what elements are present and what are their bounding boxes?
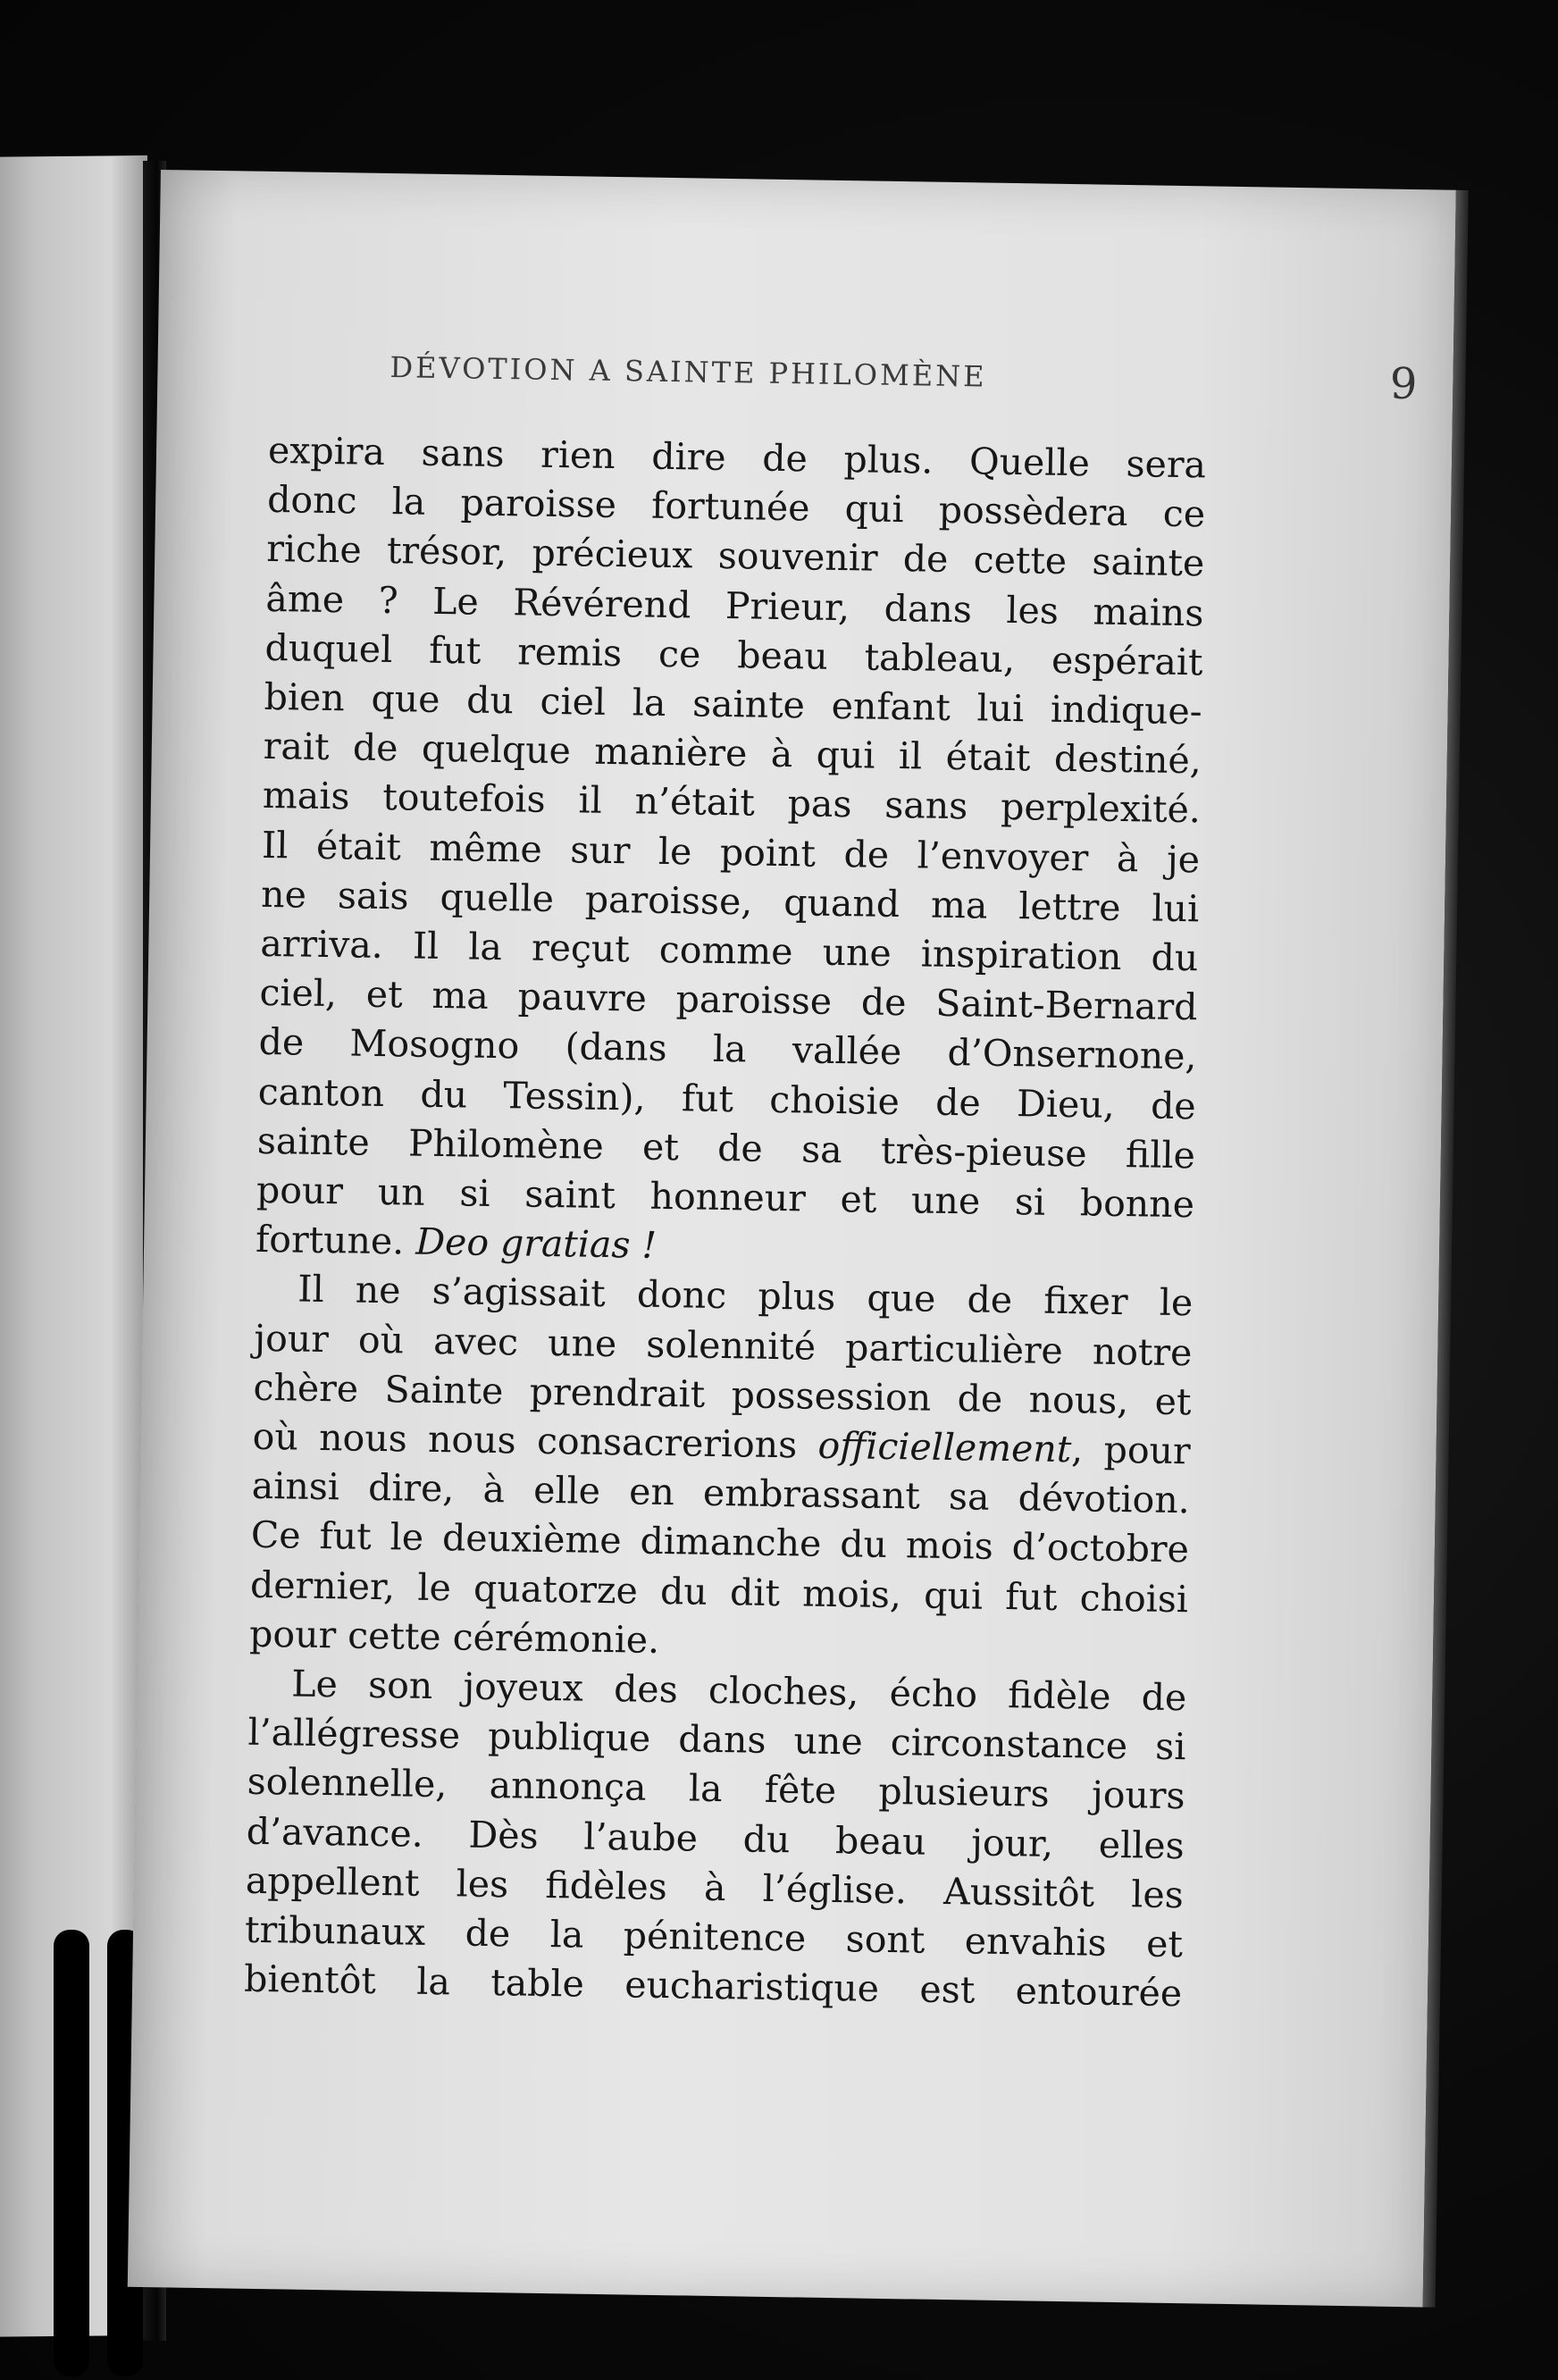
italic-phrase: officiellement (817, 1423, 1072, 1471)
text-line: l’allégresse publique dans une circonstance si (247, 1711, 1186, 1769)
paragraph-1 (255, 426, 1207, 1279)
text-line: duquel fut remis ce beau tableau, espérait (264, 625, 1203, 684)
text-line: Le son joyeux des cloches, écho fidèle de (291, 1662, 1187, 1720)
text-line: riche trésor, précieux souvenir de cette sainte (265, 527, 1205, 585)
text-line: bien que du ciel la sainte enfant lui indique- (264, 675, 1202, 733)
text-line: mais toutefois il n’était pas sans perplexité. (262, 774, 1202, 832)
page-number: 9 (1389, 358, 1418, 410)
paragraph-3 (244, 1659, 1187, 2019)
text-line: donc la paroisse fortunée qui possèdera ce (266, 478, 1206, 536)
text-line: arriva. Il la reçut comme une inspiration du (260, 921, 1199, 980)
text-line: ainsi dire, à elle en embrassant sa dévotion. (251, 1464, 1191, 1522)
book-page (128, 170, 1456, 2307)
text-line: solennelle, annonça la fête plusieurs jours (247, 1760, 1185, 1818)
text-line: expira sans rien dire de plus. Quelle sera (267, 428, 1207, 487)
text-line: canton du Tessin), fut choisie de Dieu, de (257, 1069, 1197, 1127)
running-title: DÉVOTION A SAINTE PHILOMÈNE (390, 350, 987, 394)
text-line: appellent les fidèles à l’église. Aussitôt les (245, 1858, 1185, 1917)
text-line: ciel, et ma pauvre paroisse de Saint-Bernard (259, 971, 1198, 1029)
text-run: , pour (1070, 1428, 1191, 1473)
text-line: Il était même sur le point de l’envoyer à je (261, 823, 1201, 881)
italic-phrase: Deo gratias ! (415, 1219, 658, 1268)
text-line: rait de quelque manière à qui il était destiné, (263, 725, 1202, 783)
text-line: Ce fut le deuxième dimanche du mois d’octobre (250, 1513, 1190, 1571)
text-line: d’avance. Dès l’aube du beau jour, elles (246, 1809, 1185, 1867)
text-line: Il ne s’agissait donc plus que de fixer le (297, 1268, 1194, 1325)
text-line: pour un si saint honneur et une si bonne (255, 1168, 1195, 1227)
text-line: de Mosogno (dans la vallée d’Onsernone, (258, 1020, 1197, 1078)
text-line: tribunaux de la pénitence sont envahis et (244, 1907, 1184, 1966)
text-run: fortune. (255, 1218, 405, 1263)
paragraph-2 (249, 1264, 1194, 1673)
page-edge-shadow (1423, 190, 1469, 2308)
text-run: où nous nous consacrerions (252, 1414, 798, 1467)
text-line: ne sais quelle paroisse, quand ma lettre lui (260, 872, 1200, 931)
text-line: sainte Philomène et de sa très-pieuse fille (256, 1119, 1196, 1177)
text-line: pour cette cérémonie. (248, 1612, 660, 1662)
text-line: âme ? Le Révérend Prieur, dans les mains (265, 576, 1204, 635)
text-line: jour où avec une solennité particulière notre (254, 1316, 1193, 1374)
text-line: bientôt la table eucharistique est entourée (243, 1957, 1183, 2015)
text-line: dernier, le quatorze du dit mois, qui fut choisi (249, 1563, 1189, 1621)
body-text (244, 426, 1207, 2019)
running-head (390, 350, 1453, 410)
book-clip-left (54, 1930, 89, 2376)
text-line: chère Sainte prendrait possession de nous, et (253, 1365, 1192, 1424)
